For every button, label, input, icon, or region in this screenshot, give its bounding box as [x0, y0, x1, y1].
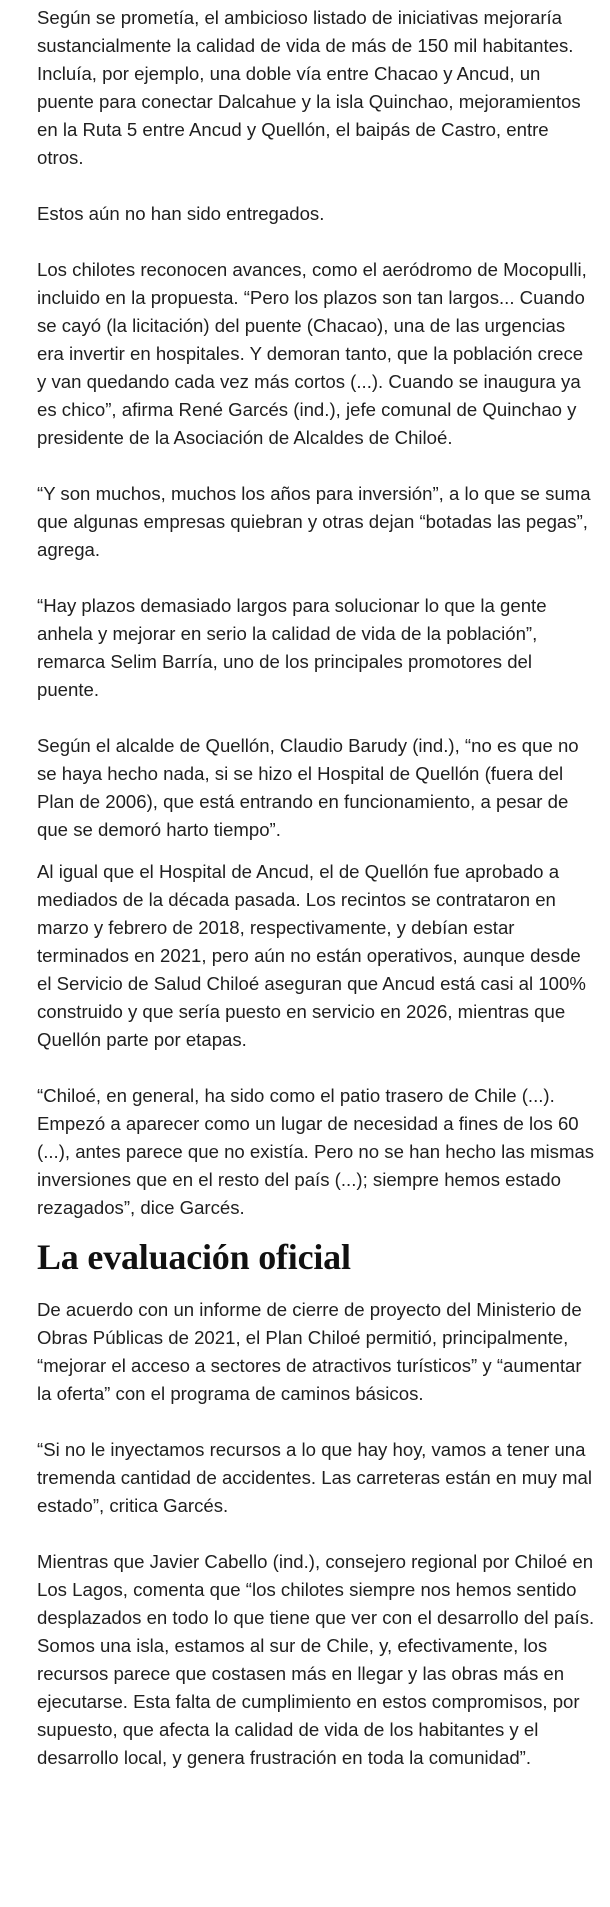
- article-paragraph: Mientras que Javier Cabello (ind.), consejero regional por Chiloé en Los Lagos, comenta que “los chilotes siempre nos hemos sentido desplazados en todo lo que tiene que ver con el desarrollo del país. Somos una isla, estamos al sur de Chile, y, efectivamente, los recursos parece que costasen más en llegar y las obras más en ejecutarse. Esta falta de cumplimiento en estos compromisos, por supuesto, que afecta la calidad de vida de los habitantes y el desarrollo local, y genera frustración en toda la comunidad”.: [37, 1551, 595, 1768]
- article-paragraph: Al igual que el Hospital de Ancud, el de Quellón fue aprobado a mediados de la década pasada. Los recintos se contrataron en marzo y febrero de 2018, respectivamente, y debían estar terminados en 2021, pero aún no están operativos, aunque desde el Servicio de Salud Chiloé aseguran que Ancud está casi al 100% construido y que sería puesto en servicio en 2026, mientras que Quellón parte por etapas.: [37, 861, 586, 1050]
- article-paragraph: “Y son muchos, muchos los años para inversión”, a lo que se suma que algunas empresas quiebran y otras dejan “botadas las pegas”, agrega.: [37, 483, 591, 560]
- article-paragraph: Los chilotes reconocen avances, como el aeródromo de Mocopulli, incluido en la propuesta. “Pero los plazos son tan largos... Cuando se cayó (la licitación) del puente (Chacao), una de las urgencias era invertir en hospitales. Y demoran tanto, que la población crece y van quedando cada vez más cortos (...). Cuando se inaugura ya es chico”, afirma René Garcés (ind.), jefe comunal de Quinchao y presidente de la Asociación de Alcaldes de Chiloé.: [37, 259, 587, 448]
- article-paragraph: “Chiloé, en general, ha sido como el patio trasero de Chile (...). Empezó a aparecer como un lugar de necesidad a fines de los 60 (...), antes parece que no existía. Pero no se han hecho las mismas inversiones que en el resto del país (...); siempre hemos estado rezagados”, dice Garcés.: [37, 1085, 595, 1218]
- article-paragraph: “Si no le inyectamos recursos a lo que hay hoy, vamos a tener una tremenda cantidad de accidentes. Las carreteras están en muy mal estado”, critica Garcés.: [37, 1439, 593, 1516]
- article-paragraph: Según el alcalde de Quellón, Claudio Barudy (ind.), “no es que no se haya hecho nada, si se hizo el Hospital de Quellón (fuera del Plan de 2006), que está entrando en funcionamiento, a pesar de que se demoró harto tiempo”.: [37, 735, 579, 840]
- article-paragraph: Según se prometía, el ambicioso listado de iniciativas mejoraría sustancialmente la calidad de vida de más de 150 mil habitantes. Incluía, por ejemplo, una doble vía entre Chacao y Ancud, un puente para conectar Dalcahue y la isla Quinchao, mejoramientos en la Ruta 5 entre Ancud y Quellón, el baipás de Castro, entre otros.: [37, 7, 581, 168]
- article-body: [37, 4, 597, 1800]
- article-paragraph: Estos aún no han sido entregados.: [37, 203, 325, 224]
- article-paragraph: “Hay plazos demasiado largos para solucionar lo que la gente anhela y mejorar en serio la calidad de vida de la población”, remarca Selim Barría, uno de los principales promotores del puente.: [37, 595, 547, 700]
- section-heading: La evaluación oficial: [37, 1237, 351, 1277]
- article-paragraph: De acuerdo con un informe de cierre de proyecto del Ministerio de Obras Públicas de 2021, el Plan Chiloé permitió, principalmente, “mejorar el acceso a sectores de atractivos turísticos” y “aumentar la oferta” con el programa de caminos básicos.: [37, 1299, 582, 1404]
